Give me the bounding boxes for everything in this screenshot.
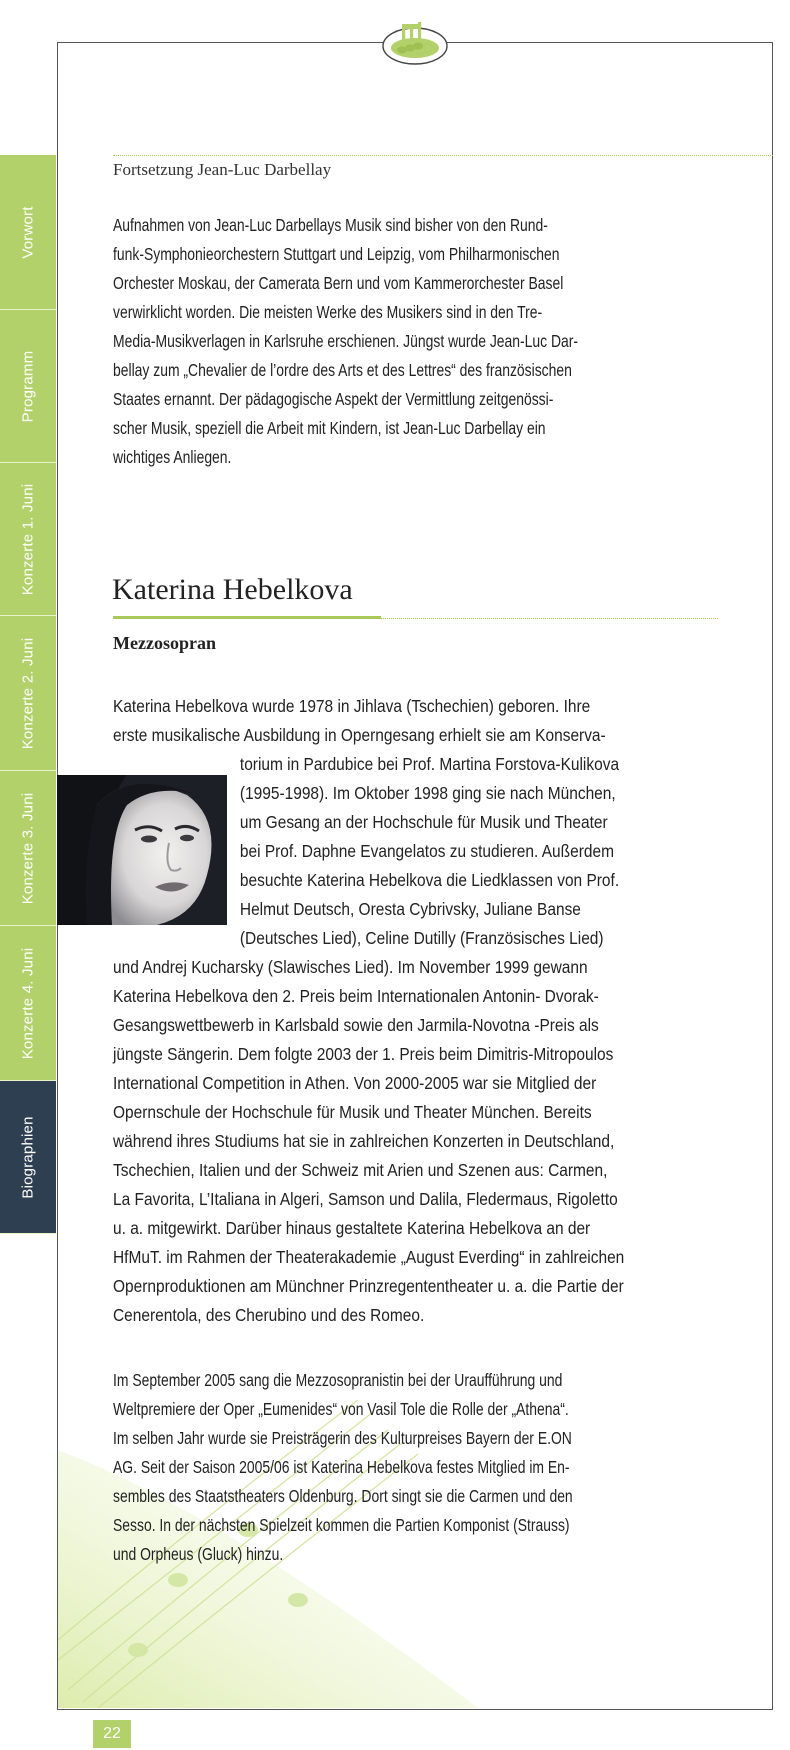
text-line: Staates ernannt. Der pädagogische Aspekt der Vermittlung zeitgenössi- <box>113 389 554 409</box>
text-line: AG. Seit der Saison 2005/06 ist Katerina Hebelkova festes Mitglied im En- <box>113 1457 570 1477</box>
darbellay-paragraph <box>113 211 713 472</box>
tab-konzerte-2-juni[interactable] <box>0 616 56 771</box>
tab-label: Biographien <box>19 1115 37 1199</box>
text-line: funk-Symphonieorchestern Stuttgart und Leipzig, vom Philharmonischen <box>113 244 560 264</box>
bio-line: u. a. mitgewirkt. Darüber hinaus gestaltete Katerina Hebelkova an der <box>113 1218 591 1238</box>
text-line: und Orpheus (Gluck) hinzu. <box>113 1544 284 1564</box>
text-line: Media-Musikverlagen in Karlsruhe erschienen. Jüngst wurde Jean-Luc Dar- <box>113 331 579 351</box>
bio-line: Gesangswettbewerb in Karlsbald sowie den Jarmila-Novotna -Preis als <box>113 1015 599 1035</box>
bio-line: Tschechien, Italien und der Schweiz mit Arien und Szenen aus: Carmen, <box>113 1160 608 1180</box>
bio-line: (1995-1998). Im Oktober 1998 ging sie nach München, <box>239 783 616 803</box>
text-line: scher Musik, speziell die Arbeit mit Kindern, ist Jean-Luc Darbellay ein <box>113 418 546 438</box>
bio-line: erste musikalische Ausbildung in Operngesang erhielt sie am Konserva- <box>113 725 606 745</box>
tab-vorwort[interactable] <box>0 155 56 310</box>
bio-line: torium in Pardubice bei Prof. Martina Forstova-Kulikova <box>239 754 620 774</box>
tab-programm[interactable] <box>0 310 56 463</box>
text-line: sembles des Staatstheaters Oldenburg. Dort singt sie die Carmen und den <box>113 1486 573 1506</box>
tab-label: Konzerte 2. Juni <box>19 637 37 749</box>
music-notes-icon <box>380 20 450 68</box>
bio-line: während ihres Studiums hat sie in zahlreichen Konzerten in Deutschland, <box>113 1131 615 1151</box>
tab-label: Vorwort <box>19 205 37 259</box>
hebelkova-paragraph-2 <box>113 1366 713 1569</box>
tab-label: Konzerte 4. Juni <box>19 947 37 1059</box>
page-number: 22 <box>93 1720 131 1748</box>
bio-line: besuchte Katerina Hebelkova die Liedklassen von Prof. <box>239 870 620 890</box>
bio-line: Opernschule der Hochschule für Musik und Theater München. Bereits <box>113 1102 592 1122</box>
text-line: Im selben Jahr wurde sie Preisträgerin des Kulturpreises Bayern der E.ON <box>113 1428 572 1448</box>
bio-line: Opernproduktionen am Münchner Prinzregententheater u. a. die Partie der <box>113 1276 624 1296</box>
text-line: Sesso. In der nächsten Spielzeit kommen die Partien Komponist (Strauss) <box>113 1515 570 1535</box>
bio-line: HfMuT. im Rahmen der Theaterakademie „August Everding“ in zahlreichen <box>113 1247 625 1267</box>
name-divider-accent <box>113 616 381 619</box>
continuation-label: Fortsetzung Jean-Luc Darbellay <box>113 160 332 179</box>
bio-line: Katerina Hebelkova den 2. Preis beim Internationalen Antonin- Dvorak- <box>113 986 599 1006</box>
bio-line: bei Prof. Daphne Evangelatos zu studieren. Außerdem <box>239 841 614 861</box>
bio-line: International Competition in Athen. Von 2000-2005 war sie Mitglied der <box>113 1073 597 1093</box>
bio-line: (Deutsches Lied), Celine Dutilly (Französisches Lied) <box>239 928 604 948</box>
tab-label: Konzerte 3. Juni <box>19 792 37 904</box>
artist-role: Mezzosopran <box>113 633 216 653</box>
text-line: Im September 2005 sang die Mezzosopranistin bei der Uraufführung und <box>113 1370 563 1390</box>
bio-line: und Andrej Kucharsky (Slawisches Lied). Im November 1999 gewann <box>113 957 588 977</box>
tab-biographien[interactable] <box>0 1081 56 1234</box>
hebelkova-biography <box>113 692 723 1330</box>
top-divider <box>113 155 773 156</box>
text-line: bellay zum „Chevalier de l’ordre des Arts et des Lettres“ des französischen <box>113 360 572 380</box>
tab-konzerte-3-juni[interactable] <box>0 771 56 926</box>
tab-konzerte-1-juni[interactable] <box>0 463 56 616</box>
bio-line: Cenerentola, des Cherubino und des Romeo. <box>113 1305 425 1325</box>
bio-line: um Gesang an der Hochschule für Musik und Theater <box>239 812 608 832</box>
text-line: wichtiges Anliegen. <box>113 447 232 467</box>
bio-line: Katerina Hebelkova wurde 1978 in Jihlava (Tschechien) geboren. Ihre <box>113 696 591 716</box>
text-line: Aufnahmen von Jean-Luc Darbellays Musik sind bisher von den Rund- <box>113 215 548 235</box>
text-line: Weltpremiere der Oper „Eumenides“ von Vasil Tole die Rolle der „Athena“. <box>113 1399 569 1419</box>
tab-konzerte-4-juni[interactable] <box>0 926 56 1081</box>
text-line: Orchester Moskau, der Camerata Bern und vom Kammerorchester Basel <box>113 273 564 293</box>
artist-name-heading: Katerina Hebelkova <box>112 573 353 606</box>
bio-line: jüngste Sängerin. Dem folgte 2003 der 1. Preis beim Dimitris-Mitropoulos <box>113 1044 614 1064</box>
bio-line: Helmut Deutsch, Oresta Cybrivsky, Juliane Banse <box>239 899 581 919</box>
tab-label: Konzerte 1. Juni <box>19 483 37 595</box>
bio-line: La Favorita, L’Italiana in Algeri, Samson und Dalila, Fledermaus, Rigoletto <box>113 1189 618 1209</box>
tab-label: Programm <box>19 350 37 422</box>
text-line: verwirklicht worden. Die meisten Werke des Musikers sind in den Tre- <box>113 302 543 322</box>
